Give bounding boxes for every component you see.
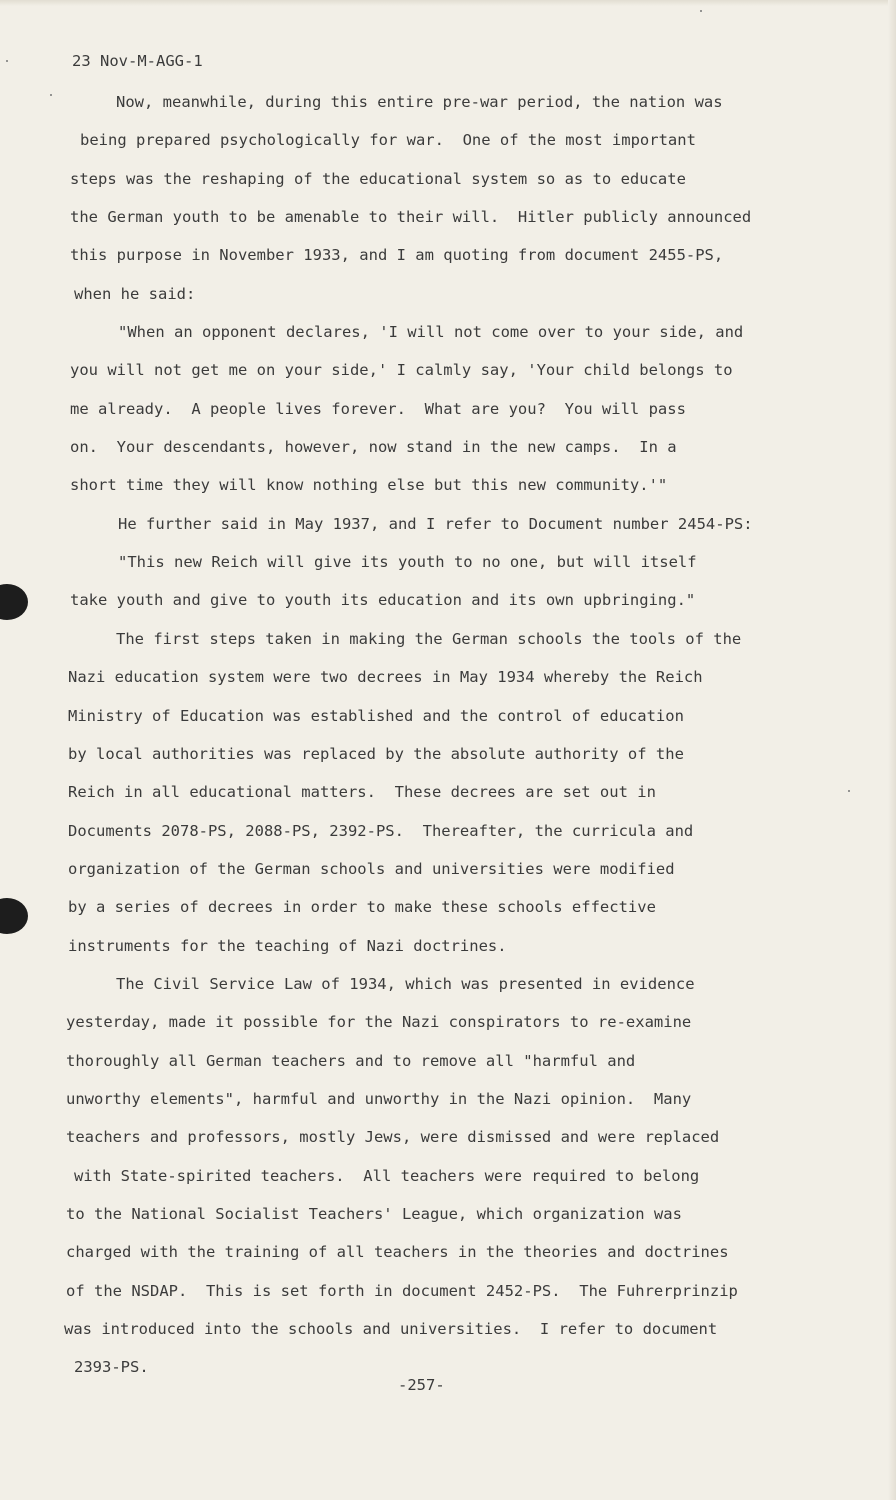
text-line: yesterday, made it possible for the Nazi conspirators to re-examine [66,1013,692,1032]
text-line: teachers and professors, mostly Jews, were dismissed and were replaced [66,1128,720,1147]
text-line: of the NSDAP. This is set forth in document 2452-PS. The Fuhrerprinzip [66,1281,738,1300]
page-top-edge [0,0,896,6]
text-line: unworthy elements", harmful and unworthy in the Nazi opinion. Many [66,1089,692,1108]
document-body [64,88,784,1392]
text-line: take youth and give to youth its education and its own upbringing." [70,591,696,610]
text-line: Reich in all educational matters. These decrees are set out in [68,783,656,802]
text-line: The Civil Service Law of 1934, which was presented in evidence [116,974,695,993]
paper-speck [50,94,52,96]
text-line: charged with the training of all teachers in the theories and doctrines [66,1243,729,1262]
text-line: He further said in May 1937, and I refer to Document number 2454-PS: [118,514,753,533]
text-line: instruments for the teaching of Nazi doctrines. [68,936,507,955]
text-line: by a series of decrees in order to make these schools effective [68,898,656,917]
text-line: to the National Socialist Teachers' League, which organization was [66,1204,682,1223]
document-header: 23 Nov-M-AGG-1 [72,52,203,70]
text-line: the German youth to be amenable to their will. Hitler publicly announced [70,208,752,227]
text-line: Documents 2078-PS, 2088-PS, 2392-PS. Thereafter, the curricula and [68,821,694,840]
text-line: organization of the German schools and universities were modified [68,859,675,878]
punch-hole-bottom [0,898,28,934]
text-line: Ministry of Education was established and the control of education [68,706,684,725]
text-line: with State-spirited teachers. All teachers were required to belong [74,1166,700,1185]
page-number: -257- [398,1376,445,1394]
text-line: being prepared psychologically for war. One of the most important [80,131,696,150]
text-line: when he said: [74,284,196,303]
text-line: was introduced into the schools and universities. I refer to document [64,1320,718,1338]
text-line: The first steps taken in making the German schools the tools of the [116,629,742,648]
punch-hole-top [0,584,28,620]
text-line: by local authorities was replaced by the absolute authority of the [68,744,684,763]
paper-speck [6,60,8,62]
text-line: Nazi education system were two decrees in May 1934 whereby the Reich [68,668,703,687]
paper-speck [700,10,702,12]
text-line: thoroughly all German teachers and to remove all "harmful and [66,1051,636,1070]
text-line: Now, meanwhile, during this entire pre-war period, the nation was [116,93,723,111]
text-line: 2393-PS. [74,1358,149,1377]
text-line: "This new Reich will give its youth to no one, but will itself [118,553,697,572]
text-line: me already. A people lives forever. What are you? You will pass [70,399,686,418]
text-line: this purpose in November 1933, and I am quoting from document 2455-PS, [70,246,724,265]
paper-speck [848,790,850,792]
text-line: "When an opponent declares, 'I will not come over to your side, and [118,323,744,342]
text-line: steps was the reshaping of the educational system so as to educate [70,169,686,188]
text-line: on. Your descendants, however, now stand in the new camps. In a [70,438,677,457]
text-line: short time they will know nothing else but this new community.'" [70,476,668,495]
page-right-edge [888,0,896,1500]
text-line: you will not get me on your side,' I calmly say, 'Your child belongs to [70,361,733,380]
